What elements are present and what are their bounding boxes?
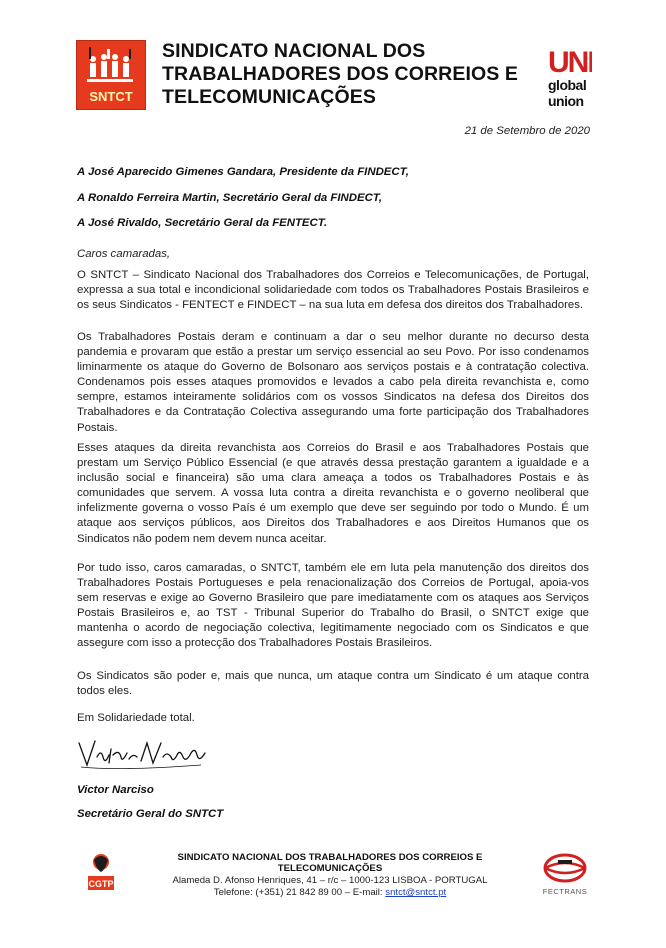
uni-global-union-logo: [546, 40, 592, 110]
uni-logo-top: UNI: [548, 46, 592, 79]
body-paragraph: O SNTCT – Sindicato Nacional dos Trabalhadores dos Correios e Telecomunicações, de Portugal, expressa a sua total e incondicional solidariedade com todos os Trabalhadores Postais Brasileiros e os seus Sindicatos - FENTECT e FINDECT – na sua luta em defesa dos direitos dos Trabalhadores.: [77, 269, 589, 312]
footer-title: SINDICATO NACIONAL DOS TRABALHADORES DOS CORREIOS E TELECOMUNICAÇÕES: [177, 852, 483, 874]
fectrans-logo-text: FECTRANS: [542, 887, 588, 896]
fectrans-logo: [536, 850, 594, 898]
sntct-logo-graphic: [77, 41, 145, 109]
uni-logo-mid: global: [548, 77, 587, 93]
footer-phone: Telefone: (+351) 21 842 89 00 – E-mail:: [213, 887, 386, 898]
signatory-role: Secretário Geral do SNTCT: [77, 808, 224, 820]
uni-logo-graphic: [546, 40, 592, 110]
cgtp-logo: [82, 848, 120, 894]
uni-logo-bottom: union: [548, 93, 584, 109]
body-paragraph: Esses ataques da direita revanchista aos Correios do Brasil e aos Trabalhadores Postais que prestam um Serviço Público Essencial (e que através dessa prestação garantem a igualdade e a inclusão social e financeira) são uma clara ameaça a todos os Trabalhadores Postais e às comunidades que servem. A vossa luta contra a direita revanchista e o governo neoliberal que infelizmente governa o vosso País é um exemplo que deve ser seguindo por todo o Mundo. É um ataque aos serviços públicos, aos Direitos dos Trabalhadores e aos Direitos Humanos que os Sindicatos não podem nem devem nunca aceitar.: [77, 442, 589, 545]
sntct-logo: [76, 40, 146, 110]
footer-address: Alameda D. Afonso Henriques, 41 – r/c – 1000-123 LISBOA - PORTUGAL: [172, 875, 488, 886]
cgtp-logo-graphic: [82, 848, 120, 894]
salutation: Caros camaradas,: [77, 248, 171, 260]
addressee-line: A José Aparecido Gimenes Gandara, Presidente da FINDECT,: [77, 166, 409, 178]
addressee-line: A José Rivaldo, Secretário Geral da FENTECT.: [77, 217, 328, 229]
body-paragraph: Em Solidariedade total.: [77, 712, 195, 724]
body-paragraph: Os Trabalhadores Postais deram e continuam a dar o seu melhor durante no decurso desta pandemia e provaram que estão a prestar um serviço essencial ao seu Povo. Por isso condenamos liminarmente os ataque do Governo de Bolsonaro aos serviços postais e à contratação colectiva. Condenamos pois esses ataques promovidos e levados a cabo pela direita revanchista e, como sempre, estamos inteiramente solidários com os vossos Sindicatos na defesa dos Direitos dos Trabalhadores e da Contratação Colectiva assegurando uma forte participação dos Trabalhadores Postais.: [77, 331, 589, 434]
footer-contact-block: [130, 852, 530, 898]
footer-contact-line: [130, 887, 530, 898]
signature-graphic: [77, 735, 217, 773]
body-paragraph: Os Sindicatos são poder e, mais que nunca, um ataque contra um Sindicato é um ataque contra todos eles.: [77, 670, 589, 698]
addressee-line: A Ronaldo Ferreira Martin, Secretário Geral da FINDECT,: [77, 192, 383, 204]
cgtp-logo-text: CGTP: [88, 879, 114, 889]
signatory-name: Victor Narciso: [77, 784, 154, 796]
email-link[interactable]: sntct@sntct.pt: [385, 887, 447, 898]
body-paragraph: Por tudo isso, caros camaradas, o SNTCT, também ele em luta pela manutenção dos direitos dos Trabalhadores Postais Portugueses e pela renacionalização dos Correios de Portugal, apoia-vos sem reservas e exige ao Governo Brasileiro que pare imediatamente com os ataques aos Serviços Postais Brasileiros e, ao TST - Tribunal Superior do Trabalho do Brasil, o SNTCT exige que mantenha o acordo de negociação colectiva, legitimamente negociado com os Sindicatos e que assegure com isso a protecção dos Trabalhadores Postais Brasileiros.: [77, 562, 589, 650]
sntct-logo-text: SNTCT: [89, 89, 133, 104]
handwritten-signature: [77, 735, 217, 773]
fectrans-logo-graphic: [536, 850, 594, 898]
letter-date: 21 de Setembro de 2020: [464, 125, 590, 137]
page-title: SINDICATO NACIONAL DOS TRABALHADORES DOS CORREIOS E TELECOMUNICAÇÕES: [162, 40, 518, 108]
